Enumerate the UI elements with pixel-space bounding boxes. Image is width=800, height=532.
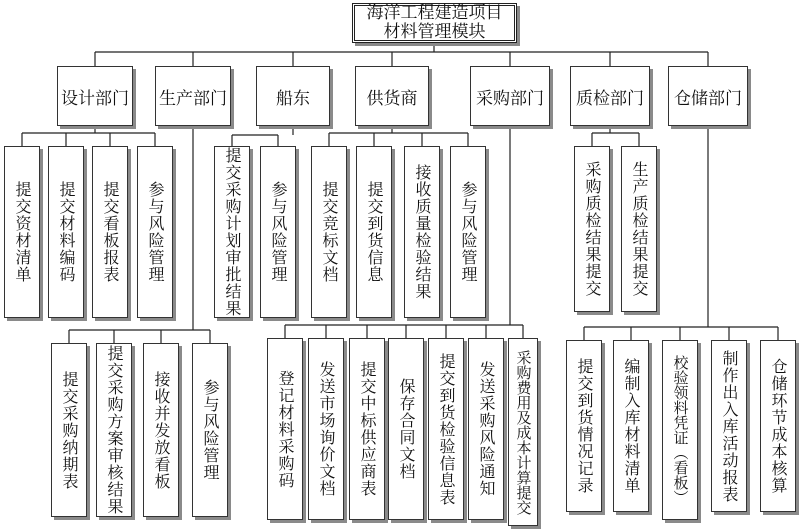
dept-shipowner: 船东 xyxy=(256,66,330,126)
task-shipowner-2: 参与风险管理 xyxy=(260,146,296,318)
task-production-2: 提交采购方案审核结果 xyxy=(96,343,132,517)
task-procurement-5: 提交到货检验信息表 xyxy=(428,338,464,520)
task-storage-1: 提交到货情况记录 xyxy=(566,340,602,512)
task-procurement-6: 发送采购风险通知 xyxy=(468,338,504,520)
task-production-1: 提交采购纳期表 xyxy=(51,343,87,517)
task-storage-3: 校验领料凭证（看板） xyxy=(662,340,698,520)
task-storage-2: 编制入库材料清单 xyxy=(613,340,649,512)
task-quality-2: 生产质检结果提交 xyxy=(621,146,657,312)
task-supplier-4: 参与风险管理 xyxy=(450,146,486,318)
dept-storage: 仓储部门 xyxy=(668,66,748,126)
task-design-4: 参与风险管理 xyxy=(137,146,173,318)
task-storage-5: 仓储环节成本核算 xyxy=(760,340,796,512)
task-production-3: 接收并发放看板 xyxy=(143,343,179,517)
task-procurement-2: 发送市场询价文档 xyxy=(308,338,344,520)
task-shipowner-1: 提交采购计划审批结果 xyxy=(214,146,250,318)
task-storage-4: 制作出入库活动报表 xyxy=(711,340,747,512)
task-procurement-4: 保存合同文档 xyxy=(388,338,424,520)
dept-production: 生产部门 xyxy=(155,66,231,126)
task-design-2: 提交材料编码 xyxy=(48,146,84,318)
dept-design: 设计部门 xyxy=(57,66,133,126)
root-title-line2: 材料管理模块 xyxy=(383,22,486,42)
root-title-line1: 海洋工程建造项目 xyxy=(366,3,503,23)
dept-procurement: 采购部门 xyxy=(470,66,550,126)
task-procurement-1: 登记材料采购码 xyxy=(267,338,303,520)
dept-quality: 质检部门 xyxy=(570,66,650,126)
task-supplier-1: 提交竞标文档 xyxy=(311,146,347,318)
task-supplier-2: 提交到货信息 xyxy=(356,146,392,318)
dept-supplier: 供货商 xyxy=(355,66,429,126)
task-design-3: 提交看板报表 xyxy=(92,146,128,318)
task-procurement-3: 提交中标供应商表 xyxy=(349,338,385,520)
task-supplier-3: 接收质量检验结果 xyxy=(404,146,440,318)
task-procurement-7: 采购费用及成本计算提交 xyxy=(508,338,538,526)
root-module-box xyxy=(352,3,517,43)
task-quality-1: 采购质检结果提交 xyxy=(574,146,610,312)
task-design-1: 提交资材清单 xyxy=(4,146,40,318)
task-production-4: 参与风险管理 xyxy=(192,343,228,517)
